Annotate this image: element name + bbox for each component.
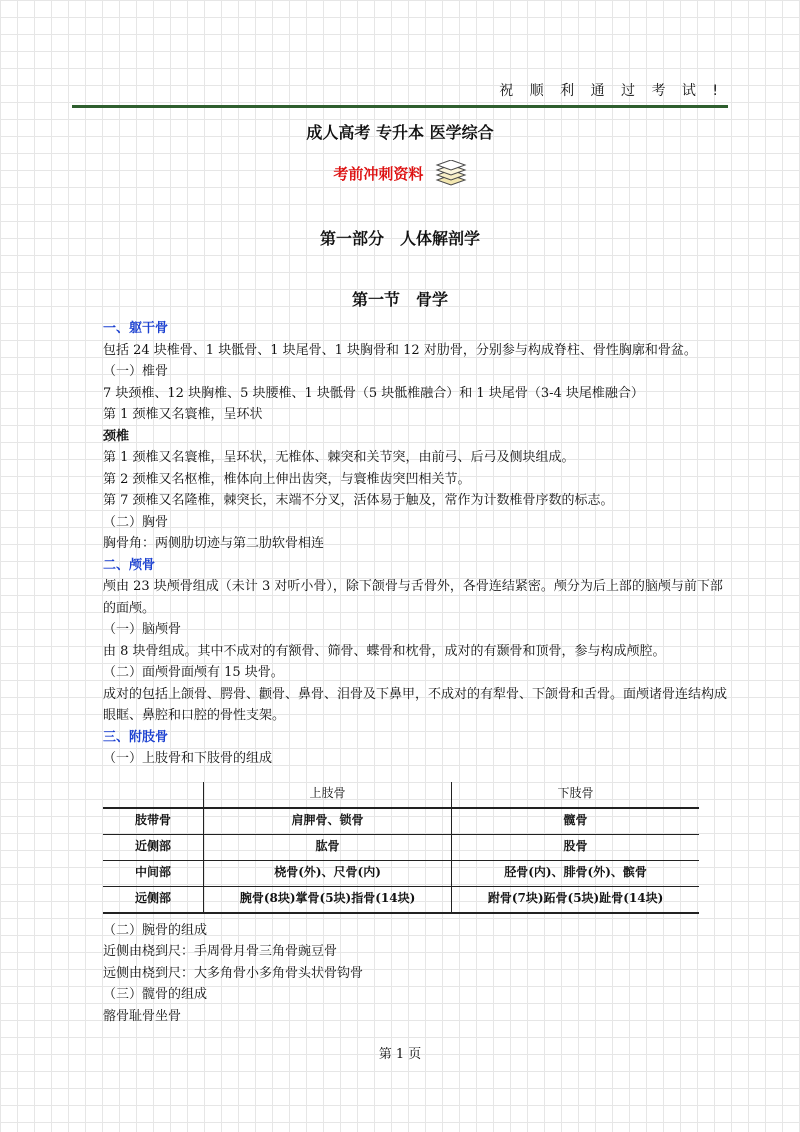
limb-bones-table [103, 782, 699, 914]
paragraph: 第 1 颈椎又名寰椎，呈环状，无椎体、棘突和关节突，由前弓、后弓及侧块组成。 [103, 450, 575, 465]
subheading: （三）髋骨的组成 [103, 987, 208, 1002]
heading-skull-bones: 二、颅骨 [103, 557, 156, 573]
paragraph: 髂骨耻骨坐骨 [103, 1008, 182, 1024]
subtitle-text: 考前冲刺资料 [333, 165, 424, 183]
paragraph: 第 7 颈椎又名隆椎，棘突长，末端不分叉，活体易于触及，常作为计数椎骨序数的标志。 [103, 493, 614, 508]
column-header-upper: 上肢骨 [204, 782, 452, 808]
document-body [103, 318, 733, 1027]
subheading: （一）脑颅骨 [103, 622, 182, 637]
cell-upper: 肱骨 [204, 834, 452, 860]
page-number: 第 1 页 [378, 1047, 422, 1062]
heading-trunk-bones: 一、躯干骨 [103, 321, 169, 336]
section-title: 第一节 骨学 [351, 290, 448, 309]
table-row [103, 886, 699, 913]
cell-upper: 肩胛骨、锁骨 [204, 808, 452, 835]
table-row [103, 860, 699, 886]
table-row [103, 834, 699, 860]
paragraph: 成对的包括上颌骨、腭骨、颧骨、鼻骨、泪骨及下鼻甲，不成对的有犁骨、下颌骨和舌骨。面颅诸骨连结构成眼眶、鼻腔和口腔的骨性支架。 [103, 686, 728, 723]
cell-upper: 腕骨(8块)掌骨(5块)指骨(14块) [204, 886, 452, 913]
cell-upper: 桡骨(外)、尺骨(内) [204, 860, 452, 886]
row-label: 中间部 [103, 860, 204, 886]
table-header-row [103, 782, 699, 808]
layers-icon [435, 160, 467, 190]
paragraph: 由 8 块骨组成。其中不成对的有额骨、筛骨、蝶骨和枕骨，成对的有颞骨和顶骨，参与构成颅腔。 [103, 643, 666, 659]
paragraph: 包括 24 块椎骨、1 块骶骨、1 块尾骨、1 块胸骨和 12 对肋骨，分别参与构成脊柱、骨性胸廓和骨盆。 [103, 342, 697, 358]
header-rule [72, 105, 728, 108]
cell-lower: 股骨 [452, 834, 699, 860]
table-corner-cell [103, 782, 204, 808]
subheading: （二）胸骨 [103, 514, 169, 530]
paragraph: 近侧由桡到尺：手周骨月骨三角骨豌豆骨 [103, 944, 338, 959]
paragraph: 第 2 颈椎又名枢椎，椎体向上伸出齿突，与寰椎齿突凹相关节。 [103, 471, 471, 487]
part-title: 第一部分 人体解剖学 [319, 229, 480, 248]
row-label: 肢带骨 [103, 808, 204, 835]
subheading: （一）上肢骨和下肢骨的组成 [103, 751, 273, 766]
paragraph: 远侧由桡到尺：大多角骨小多角骨头状骨钩骨 [103, 965, 364, 981]
document-subtitle [0, 160, 800, 190]
cell-lower: 髋骨 [452, 808, 699, 835]
paragraph: 胸骨角：两侧肋切迹与第二肋软骨相连 [103, 536, 325, 551]
heading-limb-bones: 三、附肢骨 [103, 729, 169, 745]
cell-lower: 跗骨(7块)跖骨(5块)趾骨(14块) [452, 886, 699, 913]
table-row [103, 808, 699, 835]
column-header-lower: 下肢骨 [452, 782, 699, 808]
paragraph: 颅由 23 块颅骨组成（未计 3 对听小骨），除下颌骨与舌骨外，各骨连结紧密。颅分为后上部的脑颅与前下部的面颅。 [103, 579, 723, 616]
subheading: （一）椎骨 [103, 364, 169, 379]
subheading: （二）面颅骨面颅有 15 块骨。 [103, 665, 284, 680]
subheading: （二）腕骨的组成 [103, 922, 208, 938]
document-title: 成人高考 专升本 医学综合 [306, 123, 494, 142]
row-label: 远侧部 [103, 886, 204, 913]
cell-lower: 胫骨(内)、腓骨(外)、髌骨 [452, 860, 699, 886]
subheading-cervical: 颈椎 [103, 428, 130, 444]
row-label: 近侧部 [103, 834, 204, 860]
header-motto: 祝 顺 利 通 过 考 试 ! [499, 83, 724, 99]
paragraph: 第 1 颈椎又名寰椎，呈环状 [103, 407, 263, 422]
paragraph: 7 块颈椎、12 块胸椎、5 块腰椎、1 块骶骨（5 块骶椎融合）和 1 块尾骨（3-4 块尾椎融合） [103, 385, 644, 401]
